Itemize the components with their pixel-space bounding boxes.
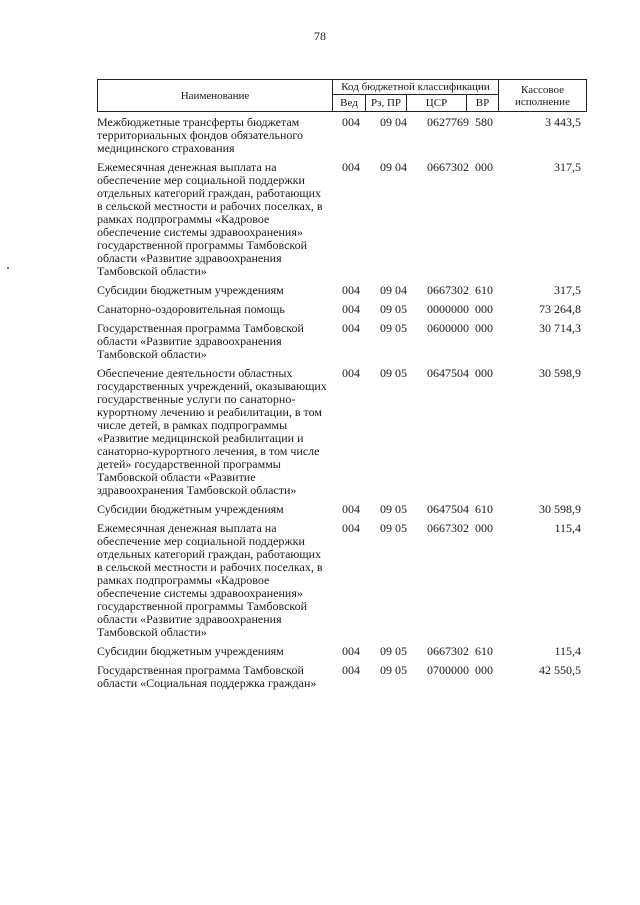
table-row bbox=[97, 161, 587, 278]
row-rz-pr: 09 05 bbox=[380, 321, 407, 335]
row-name: Обеспечение деятельности областных государственных учреждений, оказывающих государственные услуги по санаторно-курортному лечению и реабилитации, в том числе детей, в рамках подпрограммы «Развитие медицинской реабилитации и санаторно-курортного лечения, в том числе детей» государственной программы Тамбовской области «Развитие здравоохранения Тамбовской области» bbox=[97, 366, 327, 497]
row-vr: 000 bbox=[475, 302, 493, 316]
row-csr: 0667302 bbox=[427, 644, 469, 658]
table-header bbox=[97, 79, 587, 112]
row-rz-pr: 09 05 bbox=[380, 502, 407, 516]
row-sum: 42 550,5 bbox=[539, 663, 581, 677]
header-vr: ВР bbox=[467, 95, 499, 111]
table-row bbox=[97, 522, 587, 639]
table-row bbox=[97, 503, 587, 516]
row-name: Межбюджетные трансферты бюджетам территориальных фондов обязательного медицинского страхования bbox=[97, 115, 304, 155]
table-row bbox=[97, 664, 587, 690]
header-rz-pr: Рз, ПР bbox=[366, 95, 407, 111]
row-vr: 000 bbox=[475, 321, 493, 335]
row-csr: 0627769 bbox=[427, 115, 469, 129]
row-ved: 004 bbox=[342, 663, 360, 677]
row-ved: 004 bbox=[342, 283, 360, 297]
table-row bbox=[97, 303, 587, 316]
header-kassovoe-ispolnenie: Кассовое исполнение bbox=[515, 83, 570, 108]
row-name: Ежемесячная денежная выплата на обеспечение мер социальной поддержки отдельных категорий граждан, работающих в сельской местности и рабочих поселках, в рамках подпрограммы «Кадровое обеспечение системы здравоохранения» государственной программы Тамбовской области «Развитие здравоохранения Тамбовской области» bbox=[97, 160, 323, 278]
row-ved: 004 bbox=[342, 521, 360, 535]
row-name: Субсидии бюджетным учреждениям bbox=[97, 502, 284, 516]
row-ved: 004 bbox=[342, 115, 360, 129]
header-ved: Вед bbox=[333, 95, 366, 111]
row-vr: 000 bbox=[475, 521, 493, 535]
row-csr: 0667302 bbox=[427, 160, 469, 174]
row-sum: 115,4 bbox=[554, 644, 581, 658]
table-row bbox=[97, 645, 587, 658]
row-vr: 000 bbox=[475, 160, 493, 174]
row-ved: 004 bbox=[342, 321, 360, 335]
row-rz-pr: 09 05 bbox=[380, 521, 407, 535]
row-name: Ежемесячная денежная выплата на обеспечение мер социальной поддержки отдельных категорий граждан, работающих в сельской местности и рабочих поселках, в рамках подпрограммы «Кадровое обеспечение системы здравоохранения» государственной программы Тамбовской области «Развитие здравоохранения Тамбовской области» bbox=[97, 521, 323, 639]
row-name: Субсидии бюджетным учреждениям bbox=[97, 283, 284, 297]
table-row bbox=[97, 116, 587, 155]
header-csr: ЦСР bbox=[407, 95, 467, 111]
row-name: Санаторно-оздоровительная помощь bbox=[97, 302, 285, 316]
row-ved: 004 bbox=[342, 366, 360, 380]
row-vr: 000 bbox=[475, 366, 493, 380]
row-csr: 0000000 bbox=[427, 302, 469, 316]
row-vr: 610 bbox=[475, 644, 493, 658]
row-sum: 115,4 bbox=[554, 521, 581, 535]
row-rz-pr: 09 05 bbox=[380, 644, 407, 658]
row-ved: 004 bbox=[342, 302, 360, 316]
row-rz-pr: 09 04 bbox=[380, 115, 407, 129]
page-number: 78 bbox=[314, 29, 326, 43]
row-rz-pr: 09 05 bbox=[380, 302, 407, 316]
row-sum: 73 264,8 bbox=[539, 302, 581, 316]
row-csr: 0647504 bbox=[427, 502, 469, 516]
header-code-classification: Код бюджетной классификации bbox=[333, 80, 499, 95]
row-ved: 004 bbox=[342, 160, 360, 174]
row-csr: 0600000 bbox=[427, 321, 469, 335]
row-sum: 30 598,9 bbox=[539, 366, 581, 380]
row-vr: 580 bbox=[475, 115, 493, 129]
row-name: Государственная программа Тамбовской области «Развитие здравоохранения Тамбовской области» bbox=[97, 321, 304, 361]
row-csr: 0667302 bbox=[427, 521, 469, 535]
row-vr: 000 bbox=[475, 663, 493, 677]
row-vr: 610 bbox=[475, 502, 493, 516]
table-body bbox=[97, 116, 587, 696]
row-sum: 30 714,3 bbox=[539, 321, 581, 335]
row-vr: 610 bbox=[475, 283, 493, 297]
row-rz-pr: 09 05 bbox=[380, 663, 407, 677]
row-name: Государственная программа Тамбовской области «Социальная поддержка граждан» bbox=[97, 663, 317, 690]
table-row bbox=[97, 322, 587, 361]
row-sum: 317,5 bbox=[554, 160, 581, 174]
row-csr: 0667302 bbox=[427, 283, 469, 297]
header-name: Наименование bbox=[98, 80, 333, 111]
row-sum: 30 598,9 bbox=[539, 502, 581, 516]
row-rz-pr: 09 05 bbox=[380, 366, 407, 380]
row-rz-pr: 09 04 bbox=[380, 283, 407, 297]
row-ved: 004 bbox=[342, 502, 360, 516]
row-sum: 317,5 bbox=[554, 283, 581, 297]
row-name: Субсидии бюджетным учреждениям bbox=[97, 644, 284, 658]
scan-speck bbox=[7, 267, 9, 269]
row-ved: 004 bbox=[342, 644, 360, 658]
row-rz-pr: 09 04 bbox=[380, 160, 407, 174]
table-row bbox=[97, 284, 587, 297]
table-row bbox=[97, 367, 587, 497]
row-csr: 0647504 bbox=[427, 366, 469, 380]
row-csr: 0700000 bbox=[427, 663, 469, 677]
row-sum: 3 443,5 bbox=[545, 115, 581, 129]
